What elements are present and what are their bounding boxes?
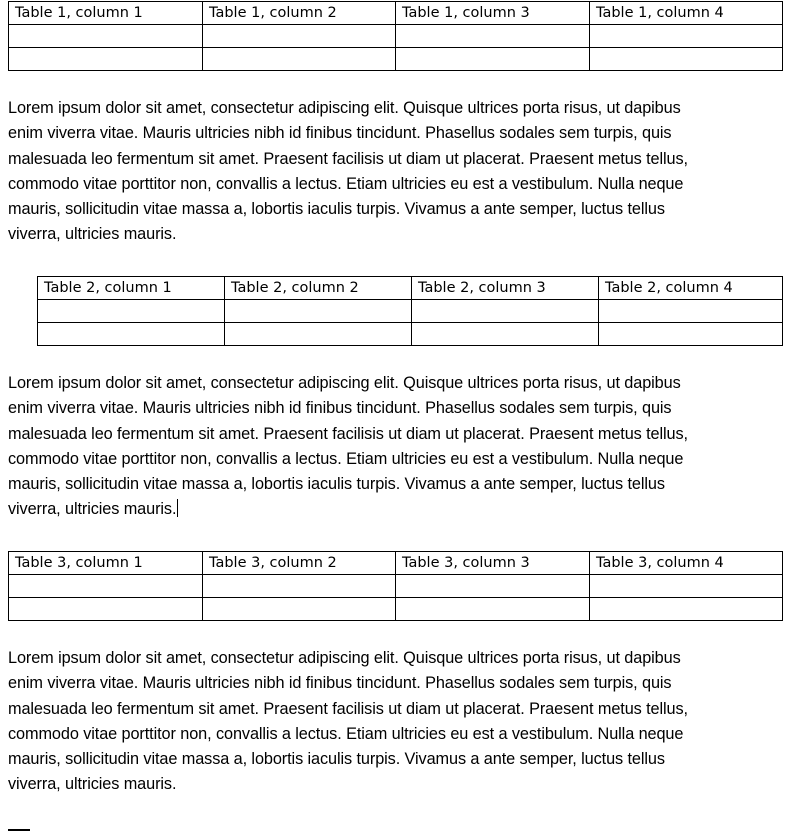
table-header-row	[9, 2, 783, 25]
table-cell[interactable]	[590, 48, 783, 71]
table-header-cell[interactable]: Table 1, column 2	[203, 2, 396, 25]
table-header-cell[interactable]: Table 3, column 3	[396, 552, 590, 575]
table-cell[interactable]	[225, 300, 412, 323]
table-row	[9, 48, 783, 71]
paragraph-line: malesuada leo fermentum sit amet. Praesent facilisis ut diam ut placerat. Praesent metus tellus,	[8, 149, 688, 168]
table-row	[9, 575, 783, 598]
table-cell[interactable]	[590, 25, 783, 48]
table-header-cell[interactable]: Table 2, column 3	[412, 277, 599, 300]
table-cell[interactable]	[203, 25, 396, 48]
table-3[interactable]	[8, 551, 783, 621]
table-cell[interactable]	[9, 575, 203, 598]
table-header-cell[interactable]: Table 1, column 4	[590, 2, 783, 25]
paragraph-line: commodo vitae porttitor non, convallis a lectus. Etiam ultricies eu est a vestibulum. Nulla neque	[8, 449, 684, 468]
table-row	[9, 598, 783, 621]
table-row	[38, 323, 783, 346]
table-1[interactable]	[8, 1, 783, 71]
paragraph-line: Lorem ipsum dolor sit amet, consectetur adipiscing elit. Quisque ultrices porta risus, ut dapibus	[8, 99, 681, 117]
table-row	[38, 300, 783, 323]
table-cell[interactable]	[9, 25, 203, 48]
table-header-cell[interactable]: Table 2, column 1	[38, 277, 225, 300]
table-cell[interactable]	[396, 598, 590, 621]
paragraph-line: Lorem ipsum dolor sit amet, consectetur adipiscing elit. Quisque ultrices porta risus, ut dapibus	[8, 374, 681, 392]
table-cell[interactable]	[396, 575, 590, 598]
table-header-row	[38, 277, 783, 300]
table-cell[interactable]	[225, 323, 412, 346]
table-cell[interactable]	[599, 300, 783, 323]
paragraph-line: viverra, ultricies mauris.	[8, 775, 177, 794]
table-header-cell[interactable]: Table 2, column 4	[599, 277, 783, 300]
table-header-cell[interactable]: Table 1, column 1	[9, 2, 203, 25]
table-cell[interactable]	[412, 323, 599, 346]
table-header-cell[interactable]: Table 2, column 2	[225, 277, 412, 300]
paragraph-line: mauris, sollicitudin vitae massa a, lobortis iaculis turpis. Vivamus a ante semper, luctus tellus	[8, 475, 665, 494]
paragraph-line: enim viverra vitae. Mauris ultricies nibh id finibus tincidunt. Phasellus sodales sem turpis, quis	[8, 399, 672, 418]
paragraph-line: viverra, ultricies mauris.	[8, 225, 177, 244]
table-cell[interactable]	[590, 598, 783, 621]
paragraph-line: commodo vitae porttitor non, convallis a lectus. Etiam ultricies eu est a vestibulum. Nulla neque	[8, 724, 684, 743]
table-cell[interactable]	[203, 48, 396, 71]
table-header-cell[interactable]: Table 3, column 2	[203, 552, 396, 575]
paragraph-line-with-cursor	[8, 497, 778, 522]
table-cell[interactable]	[9, 598, 203, 621]
paragraph-line: Lorem ipsum dolor sit amet, consectetur adipiscing elit. Quisque ultrices porta risus, ut dapibus	[8, 649, 681, 667]
paragraph-line: malesuada leo fermentum sit amet. Praesent facilisis ut diam ut placerat. Praesent metus tellus,	[8, 699, 688, 718]
table-cell[interactable]	[396, 48, 590, 71]
table-cell[interactable]	[203, 598, 396, 621]
table-cell[interactable]	[203, 575, 396, 598]
end-of-document-mark	[8, 829, 30, 831]
table-cell[interactable]	[38, 300, 225, 323]
table-header-cell[interactable]: Table 3, column 4	[590, 552, 783, 575]
table-cell[interactable]	[599, 323, 783, 346]
table-row	[9, 25, 783, 48]
table-cell[interactable]	[396, 25, 590, 48]
table-header-row	[9, 552, 783, 575]
body-paragraph[interactable]	[8, 646, 778, 798]
paragraph-line: malesuada leo fermentum sit amet. Praesent facilisis ut diam ut placerat. Praesent metus tellus,	[8, 424, 688, 443]
text-cursor	[177, 499, 178, 517]
paragraph-line: enim viverra vitae. Mauris ultricies nibh id finibus tincidunt. Phasellus sodales sem turpis, quis	[8, 124, 672, 143]
paragraph-line: mauris, sollicitudin vitae massa a, lobortis iaculis turpis. Vivamus a ante semper, luctus tellus	[8, 200, 665, 219]
table-cell[interactable]	[9, 48, 203, 71]
table-header-cell[interactable]: Table 3, column 1	[9, 552, 203, 575]
paragraph-line: enim viverra vitae. Mauris ultricies nibh id finibus tincidunt. Phasellus sodales sem turpis, quis	[8, 674, 672, 693]
paragraph-line: mauris, sollicitudin vitae massa a, lobortis iaculis turpis. Vivamus a ante semper, luctus tellus	[8, 750, 665, 769]
table-header-cell[interactable]: Table 1, column 3	[396, 2, 590, 25]
table-cell[interactable]	[38, 323, 225, 346]
body-paragraph[interactable]	[8, 371, 778, 523]
table-cell[interactable]	[590, 575, 783, 598]
paragraph-line-text: viverra, ultricies mauris.	[8, 500, 177, 519]
paragraph-line: commodo vitae porttitor non, convallis a lectus. Etiam ultricies eu est a vestibulum. Nulla neque	[8, 174, 684, 193]
body-paragraph[interactable]	[8, 96, 778, 248]
table-cell[interactable]	[412, 300, 599, 323]
table-2[interactable]	[37, 276, 783, 346]
